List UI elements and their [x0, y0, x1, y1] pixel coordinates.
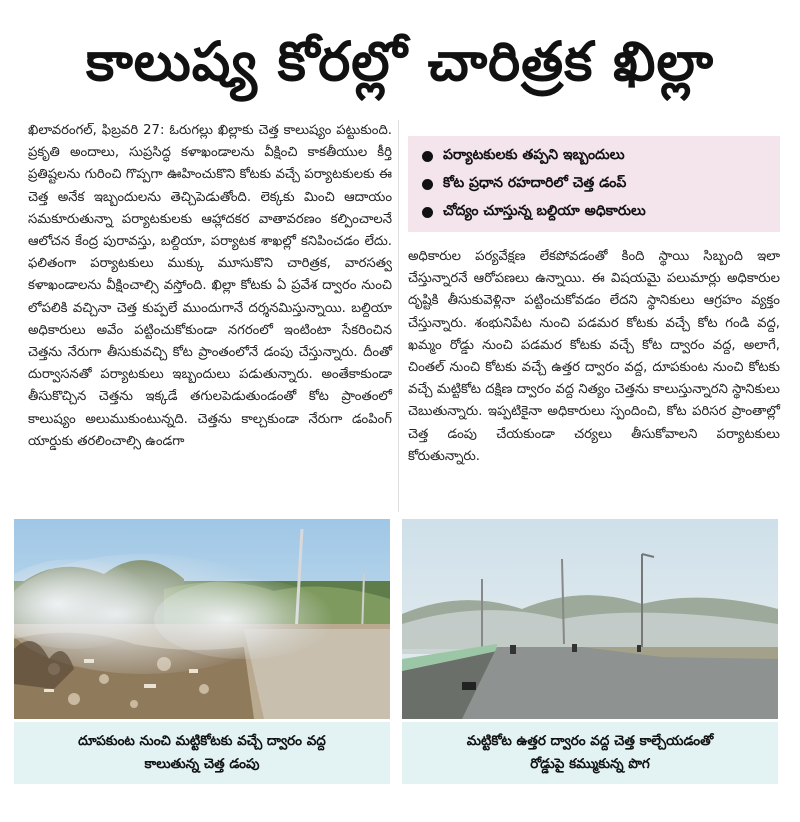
- caption-left: [14, 722, 390, 784]
- smoky-road-illustration: [402, 519, 778, 719]
- highlight-text: చోద్యం చూస్తున్న బల్దియా అధికారులు: [443, 202, 646, 219]
- photo-burning-garbage: [14, 519, 390, 719]
- caption-right: [402, 722, 778, 784]
- headline: కాలుష్య కోరల్లో చారిత్రక ఖిల్లా: [85, 30, 715, 93]
- highlight-item: [422, 142, 766, 170]
- bullet-icon: [422, 207, 433, 218]
- right-column-text: అధికారుల పర్యవేక్షణ లేకపోవడంతో కింది స్థాయి సిబ్బంది ఇలా చేస్తున్నారనే ఆరోపణలు ఉన్నాయి. ఈ విషయమై పలుమార్లు అధికారుల దృష్టికి తీసుకువెళ్లినా పట్టించుకోవడం లేదని స్థానికులు ఆగ్రహం వ్యక్తం చేస్తున్నారు. శంభునిపేట నుంచి పడమర కోటకు వచ్చే కోట గండి వద్ద, ఖమ్మం రోడ్డు నుంచి పడమర కోటకు వచ్చే కోట ద్వారం వద్ద, అలాగే, చింతల్ నుంచి కోటకు వచ్చే ఉత్తర ద్వారం వద్ద, దూపకుంట నుంచి కోటకు వచ్చే మట్టికోట దక్షిణ ద్వారం వద్ద నిత్యం చెత్తను కాలుస్తున్నారని స్థానికులు చెబుతున్నారు. ఇప్పటికైనా అధికారులు స్పందించి, కోట పరిసర ప్రాంతాల్లో చెత్త డంపు చేయకుండా చర్యలు తీసుకోవాలని పర్యాటకులు కోరుతున్నారు.: [408, 249, 780, 464]
- bullet-icon: [422, 179, 433, 190]
- highlight-text: కోట ప్రధాన రహదారిలో చెత్త డంప్: [443, 174, 627, 191]
- highlights-box: [408, 136, 780, 232]
- caption-left-line2: కాలుతున్న చెత్త డంపు: [144, 756, 260, 772]
- highlight-text: పర్యాటకులకు తప్పని ఇబ్బందులు: [443, 146, 625, 163]
- caption-right-line2: రోడ్డుపై కమ్ముకున్న పొగ: [530, 756, 650, 772]
- left-column-text: ఖిలావరంగల్, ఫిబ్రవరి 27: ఓరుగల్లు ఖిల్లాకు చెత్త కాలుష్యం పట్టుకుంది. ప్రకృతి అందాలు, సుప్రసిద్ధ కళాఖండాలను వీక్షించి కాకతీయుల కీర్తి ప్రతిష్టలను గురించి గొప్పగా ఊహించుకొని కోటకు వచ్చే పర్యాటకులకు ఈ చెత్త అనేక ఇబ్బందులను తెచ్చిపెడుతోంది. లెక్కకు మించి ఆదాయం సమకూరుతున్నా పర్యాటకులకు ఆహ్లాదకర వాతావరణం కల్పించాలనే ఆలోచన కేంద్ర పురావస్తు, బల్దియా, పర్యాటక శాఖల్లో కనిపించడం లేదు. ఫలితంగా పర్యాటకులు ముక్కు మూసుకొని చారిత్రక, వారసత్వ కళాఖండాలను వీక్షించాల్సి వస్తోంది. ఖిల్లా కోటకు ఏ ప్రవేశ ద్వారం నుంచి లోపలికి వచ్చినా చెత్త కుప్పలే ముందుగానే దర్శనమిస్తున్నాయి. బల్దియా అధికారులు అవేం పట్టించుకోకుండా నగరంలో ఇంటింటా సేకరించిన చెత్తను నేరుగా తీసుకువచ్చి కోట ప్రాంతంలోనే డంపు చేస్తున్నారు. దీంతో దుర్వాసనతో పర్యాటకులు ఇబ్బందులు పడుతున్నారు. అంతేకాకుండా తీసుకొచ్చిన చెత్తను ఇక్కడే తగులపెడుతుండంతో కోట ప్రాంతంలో కాలుష్యం అలుముకుంటున్నది. చెత్తను కాల్చకుండా నేరుగా డంపింగ్ యార్డుకు తరలించాల్సి ఉండగా: [28, 123, 392, 449]
- column-divider: [398, 120, 399, 512]
- highlight-item: [422, 170, 766, 198]
- caption-right-line1: మట్టికోట ఉత్తర ద్వారం వద్ద చెత్త కాల్చేయడంతో: [466, 733, 714, 749]
- article-right-column: [408, 246, 780, 468]
- article-left-column: [28, 120, 392, 453]
- burning-garbage-illustration: [14, 519, 390, 719]
- bullet-icon: [422, 151, 433, 162]
- caption-left-line1: దూపకుంట నుంచి మట్టికోటకు వచ్చే ద్వారం వద్ద: [78, 733, 326, 749]
- photo-smoke-on-road: [402, 519, 778, 719]
- highlight-item: [422, 198, 766, 226]
